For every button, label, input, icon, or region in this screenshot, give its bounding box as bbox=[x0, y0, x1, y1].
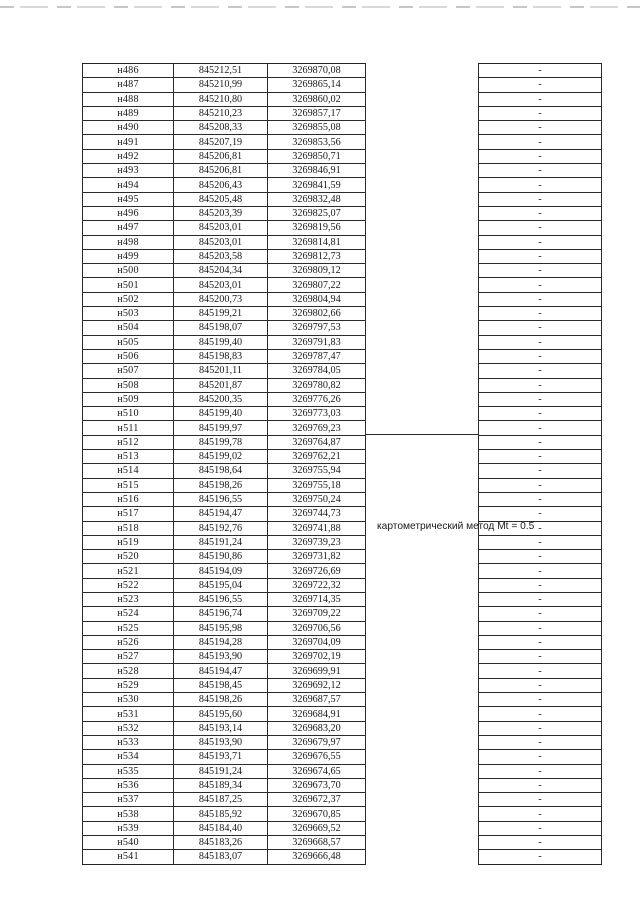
y-coordinate-cell: 3269722,32 bbox=[268, 578, 366, 592]
x-coordinate-cell: 845193,14 bbox=[174, 721, 268, 735]
x-coordinate-cell: 845199,21 bbox=[174, 307, 268, 321]
description-cell: - bbox=[479, 492, 602, 506]
point-id-cell: н541 bbox=[83, 850, 174, 864]
point-id-cell: н533 bbox=[83, 735, 174, 749]
x-coordinate-cell: 845183,26 bbox=[174, 836, 268, 850]
x-coordinate-cell: 845205,48 bbox=[174, 192, 268, 206]
description-cell: - bbox=[479, 664, 602, 678]
table-row bbox=[83, 64, 602, 78]
x-coordinate-cell: 845203,01 bbox=[174, 235, 268, 249]
x-coordinate-cell: 845198,64 bbox=[174, 464, 268, 478]
description-cell: - bbox=[479, 807, 602, 821]
point-id-cell: н498 bbox=[83, 235, 174, 249]
table-row bbox=[83, 264, 602, 278]
x-coordinate-cell: 845194,09 bbox=[174, 564, 268, 578]
y-coordinate-cell: 3269692,12 bbox=[268, 678, 366, 692]
x-coordinate-cell: 845185,92 bbox=[174, 807, 268, 821]
point-id-cell: н489 bbox=[83, 106, 174, 120]
y-coordinate-cell: 3269853,56 bbox=[268, 135, 366, 149]
description-cell: - bbox=[479, 678, 602, 692]
y-coordinate-cell: 3269670,85 bbox=[268, 807, 366, 821]
description-cell: - bbox=[479, 292, 602, 306]
table-row bbox=[83, 221, 602, 235]
x-coordinate-cell: 845195,04 bbox=[174, 578, 268, 592]
y-coordinate-cell: 3269669,52 bbox=[268, 821, 366, 835]
y-coordinate-cell: 3269832,48 bbox=[268, 192, 366, 206]
point-id-cell: н493 bbox=[83, 164, 174, 178]
description-cell: - bbox=[479, 578, 602, 592]
point-id-cell: н520 bbox=[83, 550, 174, 564]
table-row bbox=[83, 149, 602, 163]
point-id-cell: н517 bbox=[83, 507, 174, 521]
y-coordinate-cell: 3269769,23 bbox=[268, 421, 366, 435]
point-id-cell: н526 bbox=[83, 635, 174, 649]
y-coordinate-cell: 3269706,56 bbox=[268, 621, 366, 635]
x-coordinate-cell: 845198,45 bbox=[174, 678, 268, 692]
x-coordinate-cell: 845204,34 bbox=[174, 264, 268, 278]
y-coordinate-cell: 3269679,97 bbox=[268, 735, 366, 749]
table-row bbox=[83, 164, 602, 178]
point-id-cell: н495 bbox=[83, 192, 174, 206]
description-cell: - bbox=[479, 221, 602, 235]
table-row bbox=[83, 664, 602, 678]
table-row bbox=[83, 378, 602, 392]
y-coordinate-cell: 3269702,19 bbox=[268, 650, 366, 664]
x-coordinate-cell: 845183,07 bbox=[174, 850, 268, 864]
description-cell: - bbox=[479, 149, 602, 163]
description-cell: - bbox=[479, 178, 602, 192]
description-cell: - bbox=[479, 507, 602, 521]
y-coordinate-cell: 3269819,56 bbox=[268, 221, 366, 235]
description-cell: - bbox=[479, 607, 602, 621]
point-id-cell: н530 bbox=[83, 693, 174, 707]
x-coordinate-cell: 845192,76 bbox=[174, 521, 268, 535]
y-coordinate-cell: 3269750,24 bbox=[268, 492, 366, 506]
point-id-cell: н505 bbox=[83, 335, 174, 349]
y-coordinate-cell: 3269714,35 bbox=[268, 592, 366, 606]
y-coordinate-cell: 3269812,73 bbox=[268, 249, 366, 263]
description-cell: - bbox=[479, 78, 602, 92]
table-row bbox=[83, 721, 602, 735]
coordinates-table bbox=[82, 63, 602, 865]
description-cell: - bbox=[479, 335, 602, 349]
x-coordinate-cell: 845196,55 bbox=[174, 492, 268, 506]
table-row bbox=[83, 578, 602, 592]
y-coordinate-cell: 3269726,69 bbox=[268, 564, 366, 578]
table-row bbox=[83, 78, 602, 92]
y-coordinate-cell: 3269673,70 bbox=[268, 778, 366, 792]
point-id-cell: н514 bbox=[83, 464, 174, 478]
description-cell: - bbox=[479, 635, 602, 649]
table-row bbox=[83, 121, 602, 135]
y-coordinate-cell: 3269704,09 bbox=[268, 635, 366, 649]
table-row bbox=[83, 707, 602, 721]
x-coordinate-cell: 845190,86 bbox=[174, 550, 268, 564]
x-coordinate-cell: 845189,34 bbox=[174, 778, 268, 792]
x-coordinate-cell: 845194,47 bbox=[174, 664, 268, 678]
description-cell: - bbox=[479, 650, 602, 664]
point-id-cell: н536 bbox=[83, 778, 174, 792]
y-coordinate-cell: 3269773,03 bbox=[268, 407, 366, 421]
x-coordinate-cell: 845199,02 bbox=[174, 450, 268, 464]
point-id-cell: н511 bbox=[83, 421, 174, 435]
x-coordinate-cell: 845210,80 bbox=[174, 92, 268, 106]
point-id-cell: н539 bbox=[83, 821, 174, 835]
method-text: картометрический метод Mt = 0.5 bbox=[377, 521, 535, 533]
y-coordinate-cell: 3269784,05 bbox=[268, 364, 366, 378]
y-coordinate-cell: 3269764,87 bbox=[268, 435, 366, 449]
table-row bbox=[83, 621, 602, 635]
y-coordinate-cell: 3269870,08 bbox=[268, 64, 366, 78]
point-id-cell: н540 bbox=[83, 836, 174, 850]
point-id-cell: н497 bbox=[83, 221, 174, 235]
x-coordinate-cell: 845194,28 bbox=[174, 635, 268, 649]
x-coordinate-cell: 845195,98 bbox=[174, 621, 268, 635]
x-coordinate-cell: 845193,90 bbox=[174, 650, 268, 664]
table-row bbox=[83, 735, 602, 749]
scan-artifact-line bbox=[0, 6, 640, 8]
y-coordinate-cell: 3269683,20 bbox=[268, 721, 366, 735]
point-id-cell: н500 bbox=[83, 264, 174, 278]
table-row bbox=[83, 764, 602, 778]
x-coordinate-cell: 845193,90 bbox=[174, 735, 268, 749]
x-coordinate-cell: 845206,81 bbox=[174, 149, 268, 163]
point-id-cell: н538 bbox=[83, 807, 174, 821]
table-row bbox=[83, 535, 602, 549]
table-row bbox=[83, 307, 602, 321]
y-coordinate-cell: 3269814,81 bbox=[268, 235, 366, 249]
x-coordinate-cell: 845187,25 bbox=[174, 793, 268, 807]
x-coordinate-cell: 845206,43 bbox=[174, 178, 268, 192]
point-id-cell: н510 bbox=[83, 407, 174, 421]
description-cell: - bbox=[479, 164, 602, 178]
description-cell: - bbox=[479, 550, 602, 564]
table-row bbox=[83, 464, 602, 478]
point-id-cell: н537 bbox=[83, 793, 174, 807]
point-id-cell: н527 bbox=[83, 650, 174, 664]
table-row bbox=[83, 750, 602, 764]
description-cell: - bbox=[479, 192, 602, 206]
point-id-cell: н490 bbox=[83, 121, 174, 135]
table-row bbox=[83, 778, 602, 792]
description-cell: - bbox=[479, 707, 602, 721]
table-row bbox=[83, 507, 602, 521]
description-cell: - bbox=[479, 378, 602, 392]
y-coordinate-cell: 3269787,47 bbox=[268, 349, 366, 363]
description-cell: - bbox=[479, 64, 602, 78]
x-coordinate-cell: 845203,01 bbox=[174, 221, 268, 235]
point-id-cell: н491 bbox=[83, 135, 174, 149]
point-id-cell: н532 bbox=[83, 721, 174, 735]
y-coordinate-cell: 3269846,91 bbox=[268, 164, 366, 178]
point-id-cell: н499 bbox=[83, 249, 174, 263]
y-coordinate-cell: 3269699,91 bbox=[268, 664, 366, 678]
y-coordinate-cell: 3269865,14 bbox=[268, 78, 366, 92]
description-cell: - bbox=[479, 307, 602, 321]
point-id-cell: н522 bbox=[83, 578, 174, 592]
x-coordinate-cell: 845198,07 bbox=[174, 321, 268, 335]
y-coordinate-cell: 3269668,57 bbox=[268, 836, 366, 850]
x-coordinate-cell: 845193,71 bbox=[174, 750, 268, 764]
x-coordinate-cell: 845201,11 bbox=[174, 364, 268, 378]
description-cell: - bbox=[479, 564, 602, 578]
point-id-cell: н534 bbox=[83, 750, 174, 764]
point-id-cell: н523 bbox=[83, 592, 174, 606]
y-coordinate-cell: 3269860,02 bbox=[268, 92, 366, 106]
description-cell: - bbox=[479, 621, 602, 635]
y-coordinate-cell: 3269780,82 bbox=[268, 378, 366, 392]
point-id-cell: н494 bbox=[83, 178, 174, 192]
description-cell: - bbox=[479, 106, 602, 120]
y-coordinate-cell: 3269731,82 bbox=[268, 550, 366, 564]
y-coordinate-cell: 3269666,48 bbox=[268, 850, 366, 864]
point-id-cell: н524 bbox=[83, 607, 174, 621]
x-coordinate-cell: 845212,51 bbox=[174, 64, 268, 78]
description-cell: - bbox=[479, 693, 602, 707]
description-cell: - bbox=[479, 206, 602, 220]
table-row bbox=[83, 492, 602, 506]
y-coordinate-cell: 3269744,73 bbox=[268, 507, 366, 521]
y-coordinate-cell: 3269776,26 bbox=[268, 392, 366, 406]
table-row bbox=[83, 635, 602, 649]
description-cell: - bbox=[479, 421, 602, 435]
point-id-cell: н515 bbox=[83, 478, 174, 492]
point-id-cell: н486 bbox=[83, 64, 174, 78]
y-coordinate-cell: 3269687,57 bbox=[268, 693, 366, 707]
description-cell: - bbox=[479, 464, 602, 478]
table-row bbox=[83, 821, 602, 835]
table-row bbox=[83, 435, 602, 449]
table-row bbox=[83, 235, 602, 249]
table-row bbox=[83, 249, 602, 263]
table-row bbox=[83, 92, 602, 106]
x-coordinate-cell: 845199,97 bbox=[174, 421, 268, 435]
table-row bbox=[83, 106, 602, 120]
x-coordinate-cell: 845198,83 bbox=[174, 349, 268, 363]
x-coordinate-cell: 845194,47 bbox=[174, 507, 268, 521]
description-cell: - bbox=[479, 407, 602, 421]
table-row bbox=[83, 192, 602, 206]
description-cell: - bbox=[479, 535, 602, 549]
table-row bbox=[83, 478, 602, 492]
x-coordinate-cell: 845198,26 bbox=[174, 478, 268, 492]
point-id-cell: н519 bbox=[83, 535, 174, 549]
x-coordinate-cell: 845199,78 bbox=[174, 435, 268, 449]
y-coordinate-cell: 3269755,18 bbox=[268, 478, 366, 492]
description-cell: - bbox=[479, 121, 602, 135]
y-coordinate-cell: 3269825,07 bbox=[268, 206, 366, 220]
y-coordinate-cell: 3269684,91 bbox=[268, 707, 366, 721]
table-row bbox=[83, 592, 602, 606]
point-id-cell: н518 bbox=[83, 521, 174, 535]
y-coordinate-cell: 3269807,22 bbox=[268, 278, 366, 292]
x-coordinate-cell: 845208,33 bbox=[174, 121, 268, 135]
table-row bbox=[83, 407, 602, 421]
y-coordinate-cell: 3269841,59 bbox=[268, 178, 366, 192]
y-coordinate-cell: 3269850,71 bbox=[268, 149, 366, 163]
y-coordinate-cell: 3269755,94 bbox=[268, 464, 366, 478]
table-row bbox=[83, 364, 602, 378]
description-cell: - bbox=[479, 321, 602, 335]
y-coordinate-cell: 3269762,21 bbox=[268, 450, 366, 464]
x-coordinate-cell: 845191,24 bbox=[174, 764, 268, 778]
x-coordinate-cell: 845203,39 bbox=[174, 206, 268, 220]
point-id-cell: н521 bbox=[83, 564, 174, 578]
description-cell: - bbox=[479, 850, 602, 864]
table-row bbox=[83, 850, 602, 864]
table-row bbox=[83, 335, 602, 349]
x-coordinate-cell: 845184,40 bbox=[174, 821, 268, 835]
x-coordinate-cell: 845199,40 bbox=[174, 407, 268, 421]
description-cell: - bbox=[479, 793, 602, 807]
point-id-cell: н501 bbox=[83, 278, 174, 292]
point-id-cell: н487 bbox=[83, 78, 174, 92]
x-coordinate-cell: 845191,24 bbox=[174, 535, 268, 549]
point-id-cell: н529 bbox=[83, 678, 174, 692]
x-coordinate-cell: 845210,23 bbox=[174, 106, 268, 120]
x-coordinate-cell: 845195,60 bbox=[174, 707, 268, 721]
point-id-cell: н488 bbox=[83, 92, 174, 106]
x-coordinate-cell: 845196,55 bbox=[174, 592, 268, 606]
table-row bbox=[83, 607, 602, 621]
description-cell: - bbox=[479, 450, 602, 464]
description-cell: - bbox=[479, 278, 602, 292]
description-cell: - bbox=[479, 264, 602, 278]
description-cell: - bbox=[479, 521, 602, 535]
y-coordinate-cell: 3269674,65 bbox=[268, 764, 366, 778]
table-row bbox=[83, 836, 602, 850]
point-id-cell: н516 bbox=[83, 492, 174, 506]
point-id-cell: н535 bbox=[83, 764, 174, 778]
table-row bbox=[83, 450, 602, 464]
description-cell: - bbox=[479, 778, 602, 792]
description-cell: - bbox=[479, 349, 602, 363]
description-cell: - bbox=[479, 735, 602, 749]
point-id-cell: н509 bbox=[83, 392, 174, 406]
table-row bbox=[83, 392, 602, 406]
description-cell: - bbox=[479, 721, 602, 735]
y-coordinate-cell: 3269791,83 bbox=[268, 335, 366, 349]
x-coordinate-cell: 845203,01 bbox=[174, 278, 268, 292]
description-cell: - bbox=[479, 135, 602, 149]
table-row bbox=[83, 807, 602, 821]
table-row bbox=[83, 321, 602, 335]
point-id-cell: н492 bbox=[83, 149, 174, 163]
description-cell: - bbox=[479, 750, 602, 764]
y-coordinate-cell: 3269741,88 bbox=[268, 521, 366, 535]
y-coordinate-cell: 3269676,55 bbox=[268, 750, 366, 764]
point-id-cell: н508 bbox=[83, 378, 174, 392]
point-id-cell: н512 bbox=[83, 435, 174, 449]
table-row bbox=[83, 793, 602, 807]
y-coordinate-cell: 3269672,37 bbox=[268, 793, 366, 807]
description-cell: - bbox=[479, 392, 602, 406]
x-coordinate-cell: 845207,19 bbox=[174, 135, 268, 149]
x-coordinate-cell: 845210,99 bbox=[174, 78, 268, 92]
point-id-cell: н503 bbox=[83, 307, 174, 321]
y-coordinate-cell: 3269739,23 bbox=[268, 535, 366, 549]
description-cell: - bbox=[479, 478, 602, 492]
table-row bbox=[83, 206, 602, 220]
table-row bbox=[83, 650, 602, 664]
x-coordinate-cell: 845199,40 bbox=[174, 335, 268, 349]
table-row bbox=[83, 278, 602, 292]
description-cell: - bbox=[479, 435, 602, 449]
x-coordinate-cell: 845203,58 bbox=[174, 249, 268, 263]
method-cell bbox=[366, 64, 535, 865]
description-cell: - bbox=[479, 364, 602, 378]
point-id-cell: н525 bbox=[83, 621, 174, 635]
point-id-cell: н506 bbox=[83, 349, 174, 363]
table-row bbox=[83, 292, 602, 306]
x-coordinate-cell: 845201,87 bbox=[174, 378, 268, 392]
y-coordinate-cell: 3269855,08 bbox=[268, 121, 366, 135]
x-coordinate-cell: 845196,74 bbox=[174, 607, 268, 621]
description-cell: - bbox=[479, 592, 602, 606]
point-id-cell: н504 bbox=[83, 321, 174, 335]
y-coordinate-cell: 3269709,22 bbox=[268, 607, 366, 621]
table-row bbox=[83, 135, 602, 149]
description-cell: - bbox=[479, 836, 602, 850]
y-coordinate-cell: 3269804,94 bbox=[268, 292, 366, 306]
table-row bbox=[83, 178, 602, 192]
x-coordinate-cell: 845198,26 bbox=[174, 693, 268, 707]
x-coordinate-cell: 845206,81 bbox=[174, 164, 268, 178]
table-row bbox=[83, 421, 602, 435]
y-coordinate-cell: 3269857,17 bbox=[268, 106, 366, 120]
y-coordinate-cell: 3269809,12 bbox=[268, 264, 366, 278]
point-id-cell: н531 bbox=[83, 707, 174, 721]
x-coordinate-cell: 845200,35 bbox=[174, 392, 268, 406]
method-column-divider bbox=[365, 434, 478, 435]
table-row bbox=[83, 678, 602, 692]
point-id-cell: н513 bbox=[83, 450, 174, 464]
table-row bbox=[83, 693, 602, 707]
table-row bbox=[83, 349, 602, 363]
description-cell: - bbox=[479, 92, 602, 106]
point-id-cell: н528 bbox=[83, 664, 174, 678]
y-coordinate-cell: 3269802,66 bbox=[268, 307, 366, 321]
y-coordinate-cell: 3269797,53 bbox=[268, 321, 366, 335]
point-id-cell: н507 bbox=[83, 364, 174, 378]
point-id-cell: н496 bbox=[83, 206, 174, 220]
table-row bbox=[83, 564, 602, 578]
x-coordinate-cell: 845200,73 bbox=[174, 292, 268, 306]
coordinates-table-body bbox=[83, 64, 602, 865]
description-cell: - bbox=[479, 764, 602, 778]
description-cell: - bbox=[479, 821, 602, 835]
point-id-cell: н502 bbox=[83, 292, 174, 306]
description-cell: - bbox=[479, 235, 602, 249]
table-row bbox=[83, 550, 602, 564]
description-cell: - bbox=[479, 249, 602, 263]
